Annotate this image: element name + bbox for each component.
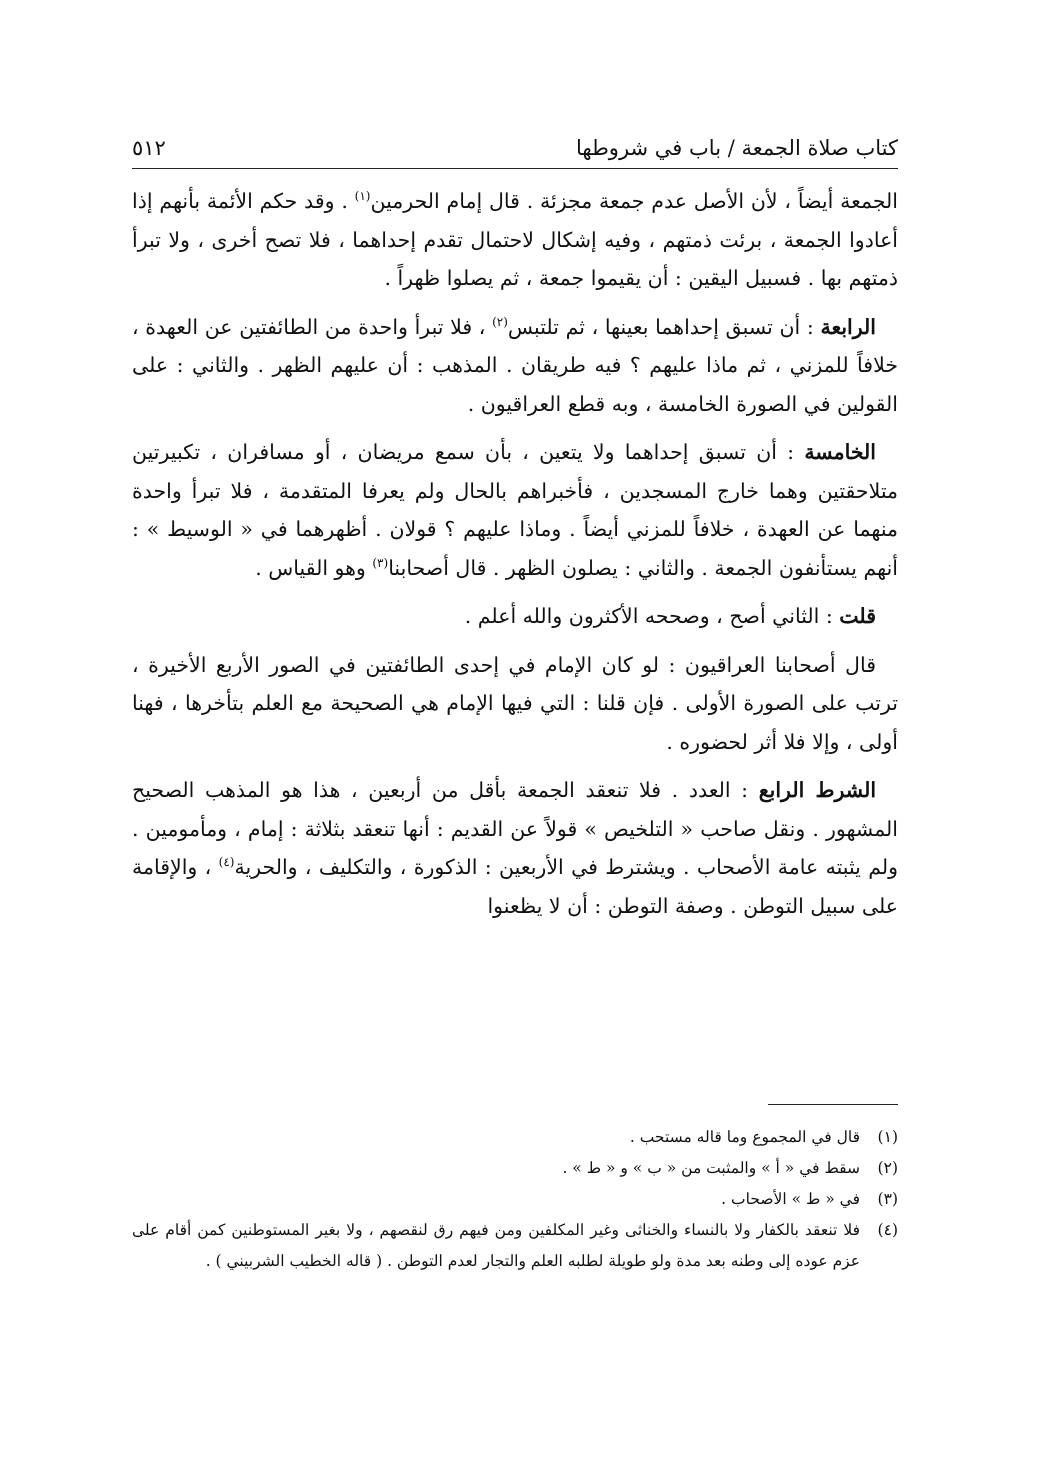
- footnote-ref-2[interactable]: (٢): [492, 314, 508, 329]
- footnote-item: [132, 1184, 898, 1215]
- footnote-number: (٢): [877, 1159, 898, 1177]
- page-number: ٥١٢: [132, 136, 166, 160]
- footnote-divider: [768, 1104, 898, 1105]
- paragraph-fourth-condition: الشرط الرابع : العدد . فلا تنعقد الجمعة بأقل من أربعين ، هذا هو المذهب الصحيح المشهور . ونقل صاحب « التلخيص » قولاً عن القديم : أنها تنعقد بثلاثة : إمام ، ومأمومين . ولم يثبته عامة الأصحاب . ويشترط في الأربعين : الذكورة ، والتكليف ، والحرية$^{(٤)}$ ، والإقامة على سبيل التوطن . وصفة التوطن : أن لا يظعنوا: [132, 778, 898, 918]
- footnote-number: (١): [877, 1128, 898, 1146]
- footnote-item: [132, 1122, 898, 1153]
- footnote-text: قال في المجموع وما قاله مستحب .: [629, 1128, 860, 1146]
- footnote-text: فلا تنعقد بالكفار ولا بالنساء والخناثى وغير المكلفين ومن فيهم رق لنقصهم ، ولا بغير المستوطنين كمن أقام على عزم عوده إلى وطنه بعد مدة ولو طويلة لطلبه العلم والتجار لعدم التوطن . ( قاله الخطيب الشربيني ) .: [132, 1221, 860, 1270]
- paragraph-iraqis: قال أصحابنا العراقيون : لو كان الإمام في إحدى الطائفتين في الصور الأربع الأخيرة ، ترتب على الصورة الأولى . فإن قلنا : التي فيها الإمام هي الصحيحة مع العلم بتأخرها ، فهنا أولى ، وإلا فلا أثر لحضوره .: [132, 652, 898, 754]
- footnote-number: (٤): [877, 1221, 898, 1239]
- paragraph-fifth-case: الخامسة : أن تسبق إحداهما ولا يتعين ، بأن سمع مريضان ، أو مسافران ، تكبيرتين متلاحقتين وهما خارج المسجدين ، فأخبراهم بالحال ولم يعرفا المتقدمة ، فلا تبرأ واحدة منهما عن العهدة ، خلافاً للمزني أيضاً . وماذا عليهم ؟ قولان . أظهرهما في « الوسيط » : أنهم يستأنفون الجمعة . والثاني : يصلون الظهر . قال أصحابنا$^{(٣)}$ وهو القياس .: [132, 440, 898, 580]
- paragraph-1: الجمعة أيضاً ، لأن الأصل عدم جمعة مجزئة . قال إمام الحرمين$^{(١)}$ . وقد حكم الأئمة بأنهم إذا أعادوا الجمعة ، برئت ذمتهم ، وفيه إشكال لاحتمال تقدم إحداهما ، فلا تصح أخرى ، ولا تبرأ ذمتهم بها . فسبيل اليقين : أن يقيموا جمعة ، ثم يصلوا ظهراً .: [132, 189, 898, 290]
- running-title: كتاب صلاة الجمعة / باب في شروطها: [576, 136, 898, 160]
- page-header: [132, 124, 898, 169]
- footnotes: [132, 1122, 898, 1277]
- footnote-number: (٣): [877, 1190, 898, 1208]
- case-heading-fourth: الرابعة: [820, 314, 876, 339]
- main-text: [132, 182, 898, 935]
- footnote-text: سقط في « أ » والمثبت من « ب » و « ط » .: [562, 1159, 860, 1177]
- footnote-text: في « ط » الأصحاب .: [721, 1190, 860, 1208]
- condition-heading: الشرط الرابع: [758, 778, 877, 802]
- footnote-ref-1[interactable]: (١): [354, 189, 371, 204]
- paragraph-fourth-case: الرابعة : أن تسبق إحداهما بعينها ، ثم تلتبس$^{(٢)}$ ، فلا تبرأ واحدة من الطائفتين عن العهدة ، خلافاً للمزني ، ثم ماذا عليهم ؟ فيه طريقان . المذهب : أن عليهم الظهر . والثاني : على القولين في الصورة الخامسة ، وبه قطع العراقيون .: [132, 314, 898, 416]
- footnote-ref-4[interactable]: (٤): [218, 855, 235, 870]
- paragraph-note: قلت : الثاني أصح ، وصححه الأكثرون والله أعلم .: [464, 604, 876, 628]
- case-heading-fifth: الخامسة: [804, 440, 876, 464]
- footnote-item: [132, 1153, 898, 1184]
- footnote-ref-3[interactable]: (٣): [372, 555, 389, 570]
- footnote-item: [132, 1215, 898, 1277]
- note-heading: قلت: [839, 604, 876, 628]
